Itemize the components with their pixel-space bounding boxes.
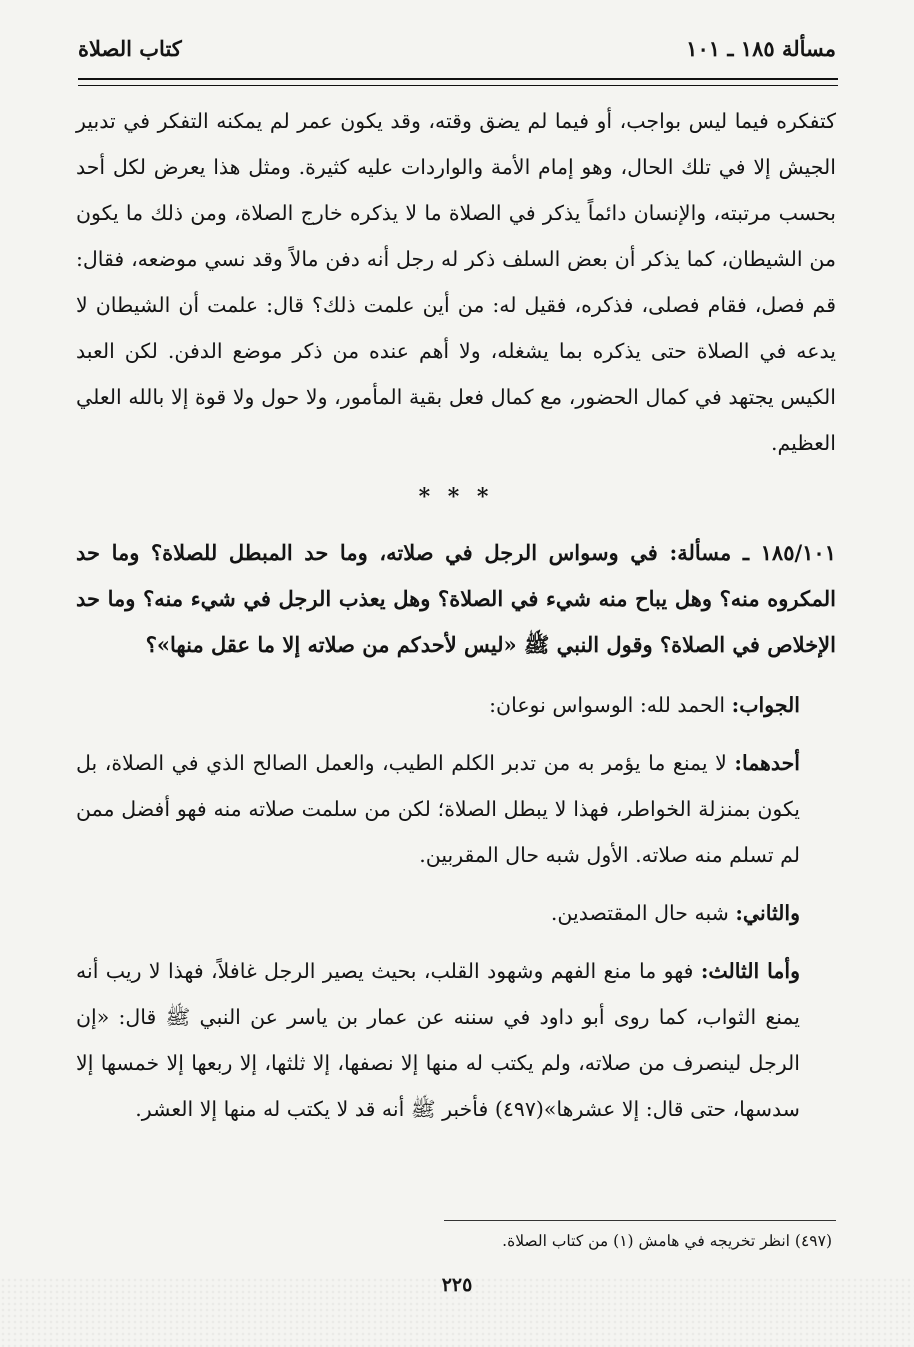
page-number: ٢٢٥ — [441, 1274, 473, 1296]
book-title: كتاب الصلاة — [78, 36, 182, 61]
answer-lead: الجواب: — [731, 693, 800, 717]
answer-paragraph — [76, 682, 836, 728]
question-number: ١٨٥/١٠١ ـ مسألة: — [669, 540, 836, 565]
question-text: في وسواس الرجل في صلاته، وما حد المبطل للصلاة؟ وما حد المكروه منه؟ وهل يباح منه شيء في الصلاة؟ وهل يعذب الرجل في شيء منه؟ وما حد الإخلاص في الصلاة؟ وقول النبي ﷺ «ليس لأحدكم من صلاته إلا ما عقل منها»؟ — [76, 540, 836, 657]
page-body — [76, 98, 836, 1132]
intro-paragraph: كتفكره فيما ليس بواجب، أو فيما لم يضق وقته، وقد يكون عمر لم يمكنه التفكر في تدبير الجيش إلا في تلك الحال، وهو إمام الأمة والواردات عليه كثيرة. ومثل هذا يعرض لكل أحد بحسب مرتبته، والإنسان دائماً يذكر في الصلاة ما لا يذكره خارج الصلاة، ومن ذلك ما يكون من الشيطان، كما يذكر أن بعض السلف ذكر له رجل أنه دفن مالاً وقد نسي موضعه، فقال: قم فصل، فقام فصلى، فذكره، فقيل له: من أين علمت ذلك؟ قال: علمت أن الشيطان لا يدعه في الصلاة حتى يذكره بما يشغله، ولا أهم عنده من ذكر موضع الدفن. لكن العبد الكيس يجتهد في كمال الحضور، مع كمال فعل بقية المأمور، ولا حول ولا قوة إلا بالله العلي العظيم. — [76, 109, 836, 455]
section-label: مسألة ١٨٥ ـ ١٠١ — [686, 36, 836, 61]
scan-noise — [0, 1277, 914, 1347]
answer-text: الحمد لله: الوسواس نوعان: — [489, 693, 726, 717]
section-separator: * * * — [418, 484, 494, 510]
second-type-text: شبه حال المقتصدين. — [550, 901, 729, 925]
header-rule-thin — [78, 85, 838, 86]
first-type-lead: أحدهما: — [734, 751, 800, 775]
third-type-paragraph — [76, 948, 836, 1132]
footnote-rule — [444, 1220, 836, 1221]
second-type-lead: والثاني: — [735, 901, 800, 925]
header-rule-thick — [78, 78, 838, 80]
second-type-paragraph — [76, 890, 836, 936]
third-type-text: فهو ما منع الفهم وشهود القلب، بحيث يصير الرجل غافلاً، فهذا لا ريب أنه يمنع الثواب، كما روى أبو داود في سننه عن عمار بن ياسر عن النبي ﷺ قال: «إن الرجل لينصرف من صلاته، ولم يكتب له منها إلا نصفها، إلا ثلثها، إلا ربعها إلا خمسها إلا سدسها، حتى قال: إلا عشرها»(٤٩٧) فأخبر ﷺ أنه قد لا يكتب له منها إلا العشر. — [76, 959, 800, 1121]
first-type-paragraph — [76, 740, 836, 878]
third-type-lead: وأما الثالث: — [700, 959, 800, 983]
running-header — [78, 30, 836, 70]
first-type-text: لا يمنع ما يؤمر به من تدبر الكلم الطيب، والعمل الصالح الذي في الصلاة، بل يكون بمنزلة الخواطر، فهذا لا يبطل الصلاة؛ لكن من سلمت صلاته منه فهو أفضل ممن لم تسلم منه صلاته. الأول شبه حال المقربين. — [76, 751, 800, 867]
question-paragraph — [76, 530, 836, 668]
footnote: (٤٩٧) انظر تخريجه في هامش (١) من كتاب الصلاة. — [502, 1232, 832, 1250]
